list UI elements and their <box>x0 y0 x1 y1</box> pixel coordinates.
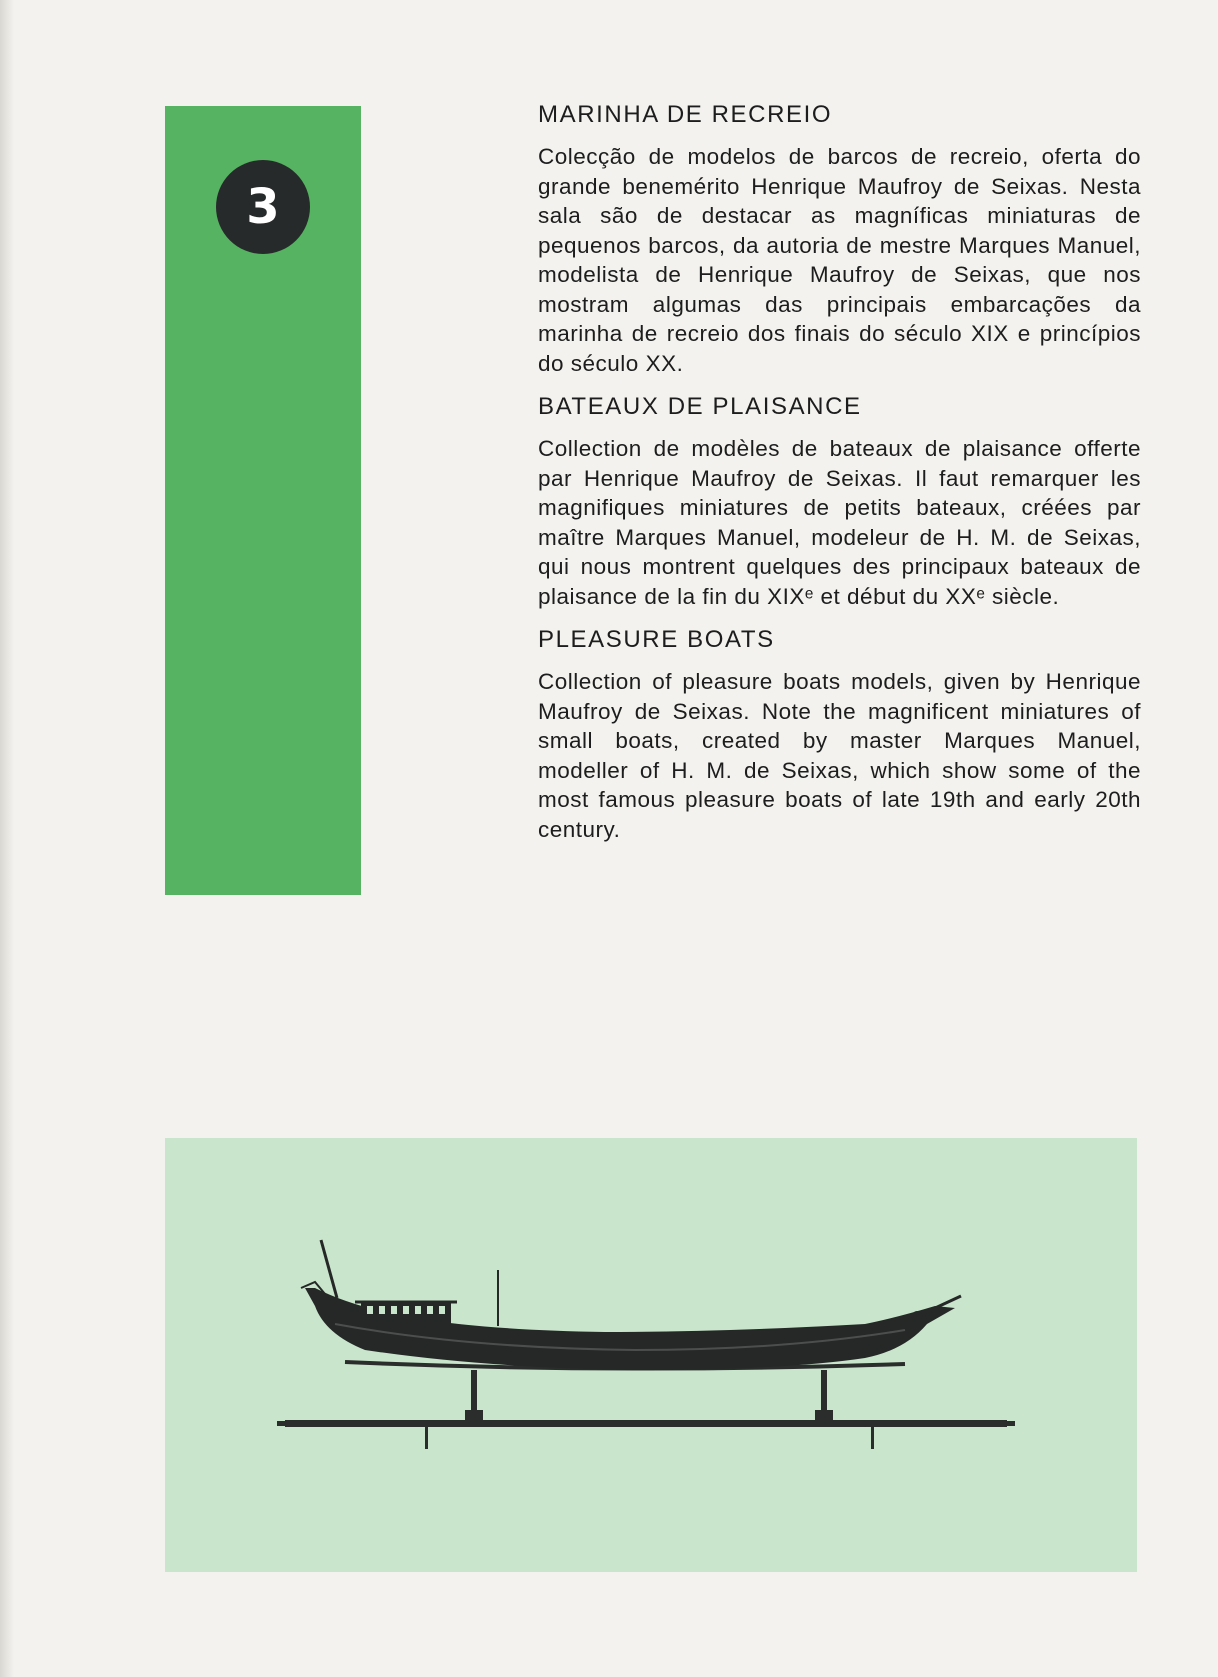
section-portuguese <box>538 100 1141 378</box>
page-edge-shadow <box>0 0 14 1677</box>
section-title: PLEASURE BOATS <box>538 626 775 653</box>
text-column <box>538 100 1141 858</box>
section-title: MARINHA DE RECREIO <box>538 101 833 128</box>
stand-foot-left <box>425 1427 428 1449</box>
section-title: BATEAUX DE PLAISANCE <box>538 393 862 420</box>
section-color-bar <box>165 106 361 895</box>
boat-model-illustration <box>165 1138 1137 1572</box>
stand-foot-right <box>871 1427 874 1449</box>
section-body: Colecção de modelos de barcos de recreio, oferta do grande benemérito Henrique Maufroy de Seixas. Nesta sala são de destacar as magníficas miniaturas de pequenos barcos, da autoria de mestre Marques Manuel, modelista de Henrique Maufroy de Seixas, que nos mostram algumas das principais embarcações da marinha de recreio dos finais do século XIX e princípios do século XX. <box>538 144 1141 376</box>
section-number-badge: 3 <box>216 160 310 254</box>
section-body: Collection of pleasure boats models, given by Henrique Maufroy de Seixas. Note the magnificent miniatures of small boats, created by master Marques Manuel, modeller of H. M. de Seixas, which show some of the most famous pleasure boats of late 19th and early 20th century. <box>538 669 1141 842</box>
boat-hull <box>305 1288 955 1370</box>
section-english <box>538 625 1141 844</box>
boat-model-photo <box>165 1138 1137 1572</box>
section-body: Collection de modèles de bateaux de plaisance offerte par Henrique Maufroy de Seixas. Il faut remarquer les magnifiques miniatures de petits bateaux, créées par maître Marques Manuel, modeleur de H. M. de Seixas, qui nous montrent quelques des principaux bateaux de plaisance de la fin du XIXᵉ et début du XXᵉ siècle. <box>538 436 1141 609</box>
section-french <box>538 392 1141 611</box>
stand-base-rail <box>285 1420 1007 1427</box>
